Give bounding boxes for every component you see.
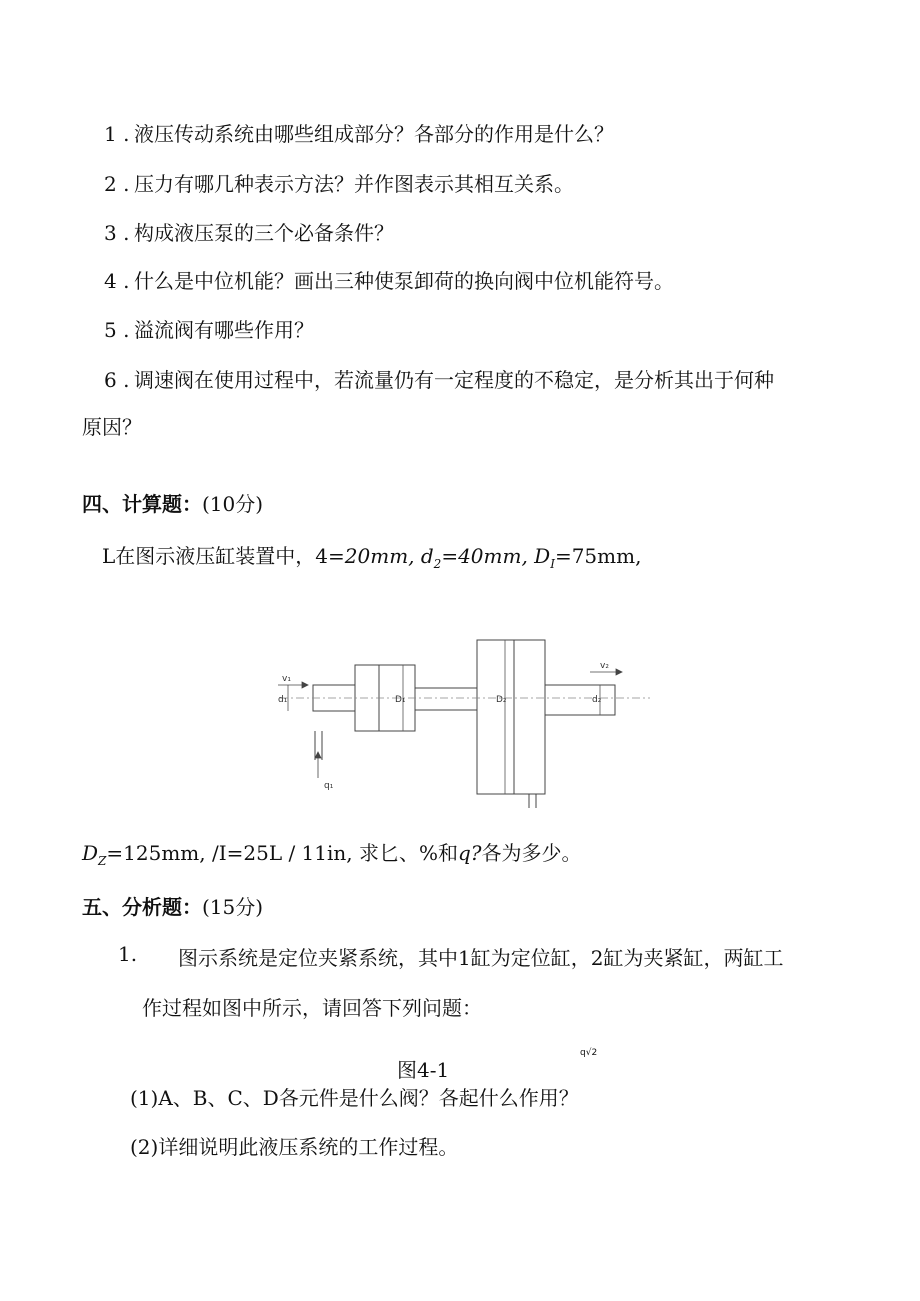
calc-text: q? — [458, 841, 482, 865]
calc-subscript: Z — [98, 854, 107, 868]
figure-caption: 图4-1 — [397, 1058, 450, 1082]
question-text: 溢流阀有哪些作用？ — [134, 318, 314, 342]
calc-subscript: 2 — [433, 557, 442, 571]
question-number: 1 . — [104, 122, 130, 146]
question-number: 6 . — [104, 368, 130, 392]
calc-text: L在图示液压缸装置中，4 — [102, 544, 329, 568]
section-title: 四、计算题： — [82, 492, 202, 516]
question-text: 压力有哪几种表示方法？并作图表示其相互关系。 — [134, 172, 574, 196]
label-v1: v₁ — [282, 674, 291, 684]
question-number: 3 . — [104, 221, 130, 245]
question-4 — [104, 265, 674, 294]
calc-text: 各为多少。 — [481, 841, 582, 865]
question-2 — [104, 168, 574, 197]
question-text: 构成液压泵的三个必备条件？ — [134, 221, 394, 245]
question-number: 2 . — [104, 172, 130, 196]
calc-problem-line-2 — [82, 837, 582, 868]
label-D2: D₂ — [496, 695, 507, 705]
section-score: (10分) — [202, 492, 264, 516]
question-3 — [104, 217, 394, 246]
question-5 — [104, 314, 314, 343]
section-score: (15分) — [202, 895, 264, 919]
label-d2: d₂ — [592, 695, 602, 705]
question-1 — [104, 118, 614, 147]
calc-problem-line-1 — [102, 540, 641, 571]
calc-text: =125mm, /I=25L / 11in, 求匕、%和 — [106, 841, 458, 865]
question-6 — [104, 364, 774, 393]
sub-question-2: (2)详细说明此液压系统的工作过程。 — [130, 1135, 459, 1159]
calc-text: D — [82, 841, 99, 865]
section-5-heading — [82, 891, 263, 920]
analysis-question-number: 1. — [118, 942, 138, 966]
calc-text: =75mm, — [554, 544, 642, 568]
question-number: 5 . — [104, 318, 130, 342]
question-text: 液压传动系统由哪些组成部分？各部分的作用是什么？ — [134, 122, 614, 146]
label-D1: D₁ — [395, 695, 406, 705]
calc-subscript: I — [550, 557, 555, 571]
question-text: 调速阀在使用过程中，若流量仍有一定程度的不稳定，是分析其出于何种 — [134, 368, 774, 392]
calc-text: =20mm, d — [328, 544, 434, 568]
sub-question-1: (1)A、B、C、D各元件是什么阀？各起什么作用？ — [130, 1086, 579, 1110]
calc-text: =40mm, D — [441, 544, 551, 568]
question-6-continuation: 原因？ — [82, 415, 142, 439]
question-text: 什么是中位机能？画出三种使泵卸荷的换向阀中位机能符号。 — [134, 269, 674, 293]
analysis-question-line-2: 作过程如图中所示，请回答下列问题： — [142, 996, 482, 1020]
analysis-question-line-1: 图示系统是定位夹紧系统，其中1缸为定位缸，2缸为夹紧缸，两缸工 — [178, 946, 784, 970]
label-d1: d₁ — [278, 695, 288, 705]
section-4-heading — [82, 488, 263, 517]
question-number: 4 . — [104, 269, 130, 293]
label-q1: q₁ — [324, 781, 334, 791]
figure-note: q√2 — [580, 1048, 598, 1058]
section-title: 五、分析题： — [82, 895, 202, 919]
hydraulic-cylinder-figure — [260, 630, 660, 810]
label-v2: v₂ — [600, 661, 609, 671]
